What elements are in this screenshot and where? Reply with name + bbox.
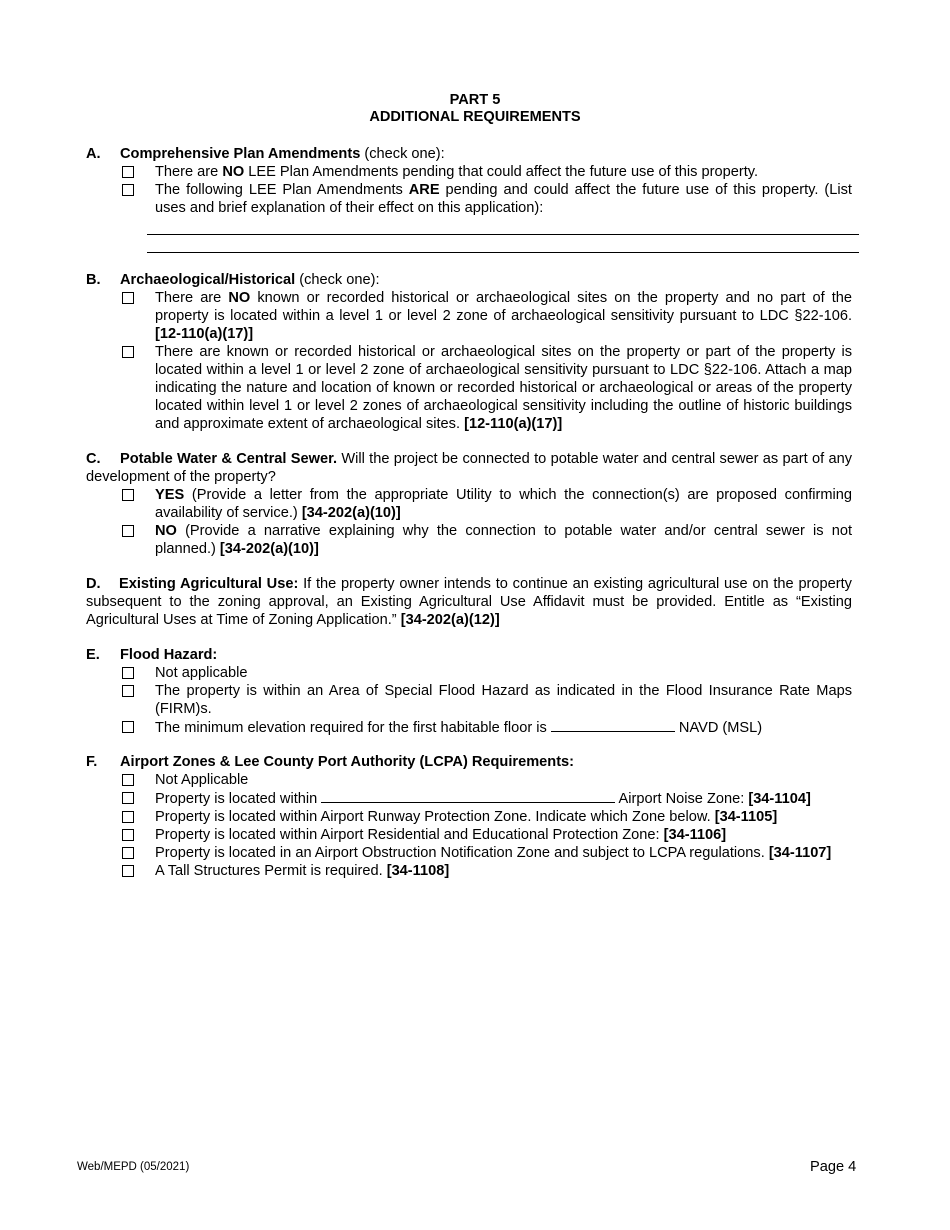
section-a-are-checkbox[interactable] bbox=[122, 184, 134, 196]
section-f-title: Airport Zones & Lee County Port Authority (LCPA) Requirements: bbox=[120, 754, 575, 770]
section-a-instruction: (check one): bbox=[360, 146, 445, 162]
section-f-option-obstruction: Property is located in an Airport Obstruction Notification Zone and subject to LCPA regulations. [34-1107] bbox=[120, 844, 852, 862]
section-f-noise-zone-checkbox[interactable] bbox=[122, 792, 134, 804]
section-f bbox=[86, 753, 852, 880]
section-f-option-residential: Property is located within Airport Residential and Educational Protection Zone: [34-1106] bbox=[120, 826, 852, 844]
amendments-answer-line-1[interactable] bbox=[147, 234, 859, 235]
section-c-no-checkbox[interactable] bbox=[122, 525, 134, 537]
part-number: PART 5 bbox=[449, 92, 501, 108]
section-f-option-noise-zone: Property is located within Airport Noise Zone: [34-1104] bbox=[120, 789, 852, 808]
section-b-no-checkbox[interactable] bbox=[122, 292, 134, 304]
section-e-flood-zone-checkbox[interactable] bbox=[122, 685, 134, 697]
section-a-no-checkbox[interactable] bbox=[122, 166, 134, 178]
section-f-option-runway: Property is located within Airport Runway Protection Zone. Indicate which Zone below. [34-1105] bbox=[120, 808, 852, 826]
section-e-option-flood-zone: The property is within an Area of Special Flood Hazard as indicated in the Flood Insurance Rate Maps (FIRM)s. bbox=[120, 682, 852, 718]
section-d-letter: D. bbox=[86, 576, 101, 592]
section-a-option-are: The following LEE Plan Amendments ARE pending and could affect the future use of this property. (List uses and brief explanation of their effect on this application): bbox=[120, 181, 852, 217]
elevation-field[interactable] bbox=[551, 718, 675, 732]
section-d-text: If the property owner intends to continue an existing agricultural use on the property subsequent to the zoning approval, an Existing Agricultural Use Affidavit must be provided. Entitle as “Existing Agricultural Uses at Time of Zoning Application.” bbox=[86, 576, 852, 628]
section-f-letter: F. bbox=[86, 754, 98, 770]
section-f-runway-checkbox[interactable] bbox=[122, 811, 134, 823]
section-e-option-na: Not applicable bbox=[120, 664, 852, 682]
section-b-yes-checkbox[interactable] bbox=[122, 346, 134, 358]
page-title: ADDITIONAL REQUIREMENTS bbox=[369, 109, 581, 125]
section-c bbox=[86, 450, 852, 558]
section-f-option-tall-structures: A Tall Structures Permit is required. [34-1108] bbox=[120, 862, 852, 880]
form-revision-label: Web/MEPD (05/2021) bbox=[77, 1161, 190, 1173]
section-b-title: Archaeological/Historical bbox=[120, 272, 296, 288]
section-d-title: Existing Agricultural Use: bbox=[119, 576, 299, 592]
section-f-obstruction-checkbox[interactable] bbox=[122, 847, 134, 859]
section-a-letter: A. bbox=[86, 146, 101, 162]
section-f-na-checkbox[interactable] bbox=[122, 774, 134, 786]
section-c-title: Potable Water & Central Sewer. bbox=[120, 451, 338, 467]
amendments-answer-line-2[interactable] bbox=[147, 252, 859, 253]
section-c-yes-checkbox[interactable] bbox=[122, 489, 134, 501]
section-c-option-yes: YES (Provide a letter from the appropriate Utility to which the connection(s) are proposed confirming availability of service.) [34-202(a)(10)] bbox=[120, 486, 852, 522]
page-number: Page 4 bbox=[810, 1159, 857, 1175]
section-e-option-elevation: The minimum elevation required for the first habitable floor is NAVD (MSL) bbox=[120, 718, 852, 737]
section-f-tall-structures-checkbox[interactable] bbox=[122, 865, 134, 877]
section-a-title: Comprehensive Plan Amendments bbox=[120, 146, 361, 162]
section-b-option-no: There are NO known or recorded historical or archaeological sites on the property and no part of the property is located within a level 1 or level 2 zone of archaeological sensitivity pursuant to LDC §22-106. [12-110(a)(17)] bbox=[120, 289, 852, 343]
section-c-option-no: NO (Provide a narrative explaining why the connection to potable water and/or central sewer is not planned.) [34-202(a)(10)] bbox=[120, 522, 852, 558]
section-e-letter: E. bbox=[86, 647, 100, 663]
section-b-instruction: (check one): bbox=[295, 272, 380, 288]
noise-zone-field[interactable] bbox=[321, 789, 615, 803]
section-f-option-na: Not Applicable bbox=[120, 771, 852, 789]
section-e-na-checkbox[interactable] bbox=[122, 667, 134, 679]
section-a-option-no: There are NO LEE Plan Amendments pending that could affect the future use of this property. bbox=[120, 163, 852, 181]
section-d-code: [34-202(a)(12)] bbox=[400, 612, 500, 628]
section-f-residential-checkbox[interactable] bbox=[122, 829, 134, 841]
section-b-letter: B. bbox=[86, 272, 101, 288]
section-e bbox=[86, 646, 852, 737]
section-a bbox=[86, 145, 852, 217]
section-b-option-yes: There are known or recorded historical or archaeological sites on the property or part of the property is located within a level 1 or level 2 zone of archaeological sensitivity pursuant to LDC §22-106. Attach a map indicating the nature and location of known or recorded historical or archaeological or areas of the property located within level 1 or level 2 zones of archaeological sensitivity including the outline of historic buildings and approximate extent of archaeological sites. [12-110(a)(17)] bbox=[120, 343, 852, 433]
section-c-question: Will the project be connected to potable water and central sewer as part of any development of the property? bbox=[86, 451, 852, 485]
section-c-letter: C. bbox=[86, 451, 101, 467]
section-e-elevation-checkbox[interactable] bbox=[122, 721, 134, 733]
section-b bbox=[86, 271, 852, 433]
section-e-title: Flood Hazard: bbox=[120, 647, 218, 663]
section-d bbox=[86, 575, 852, 629]
